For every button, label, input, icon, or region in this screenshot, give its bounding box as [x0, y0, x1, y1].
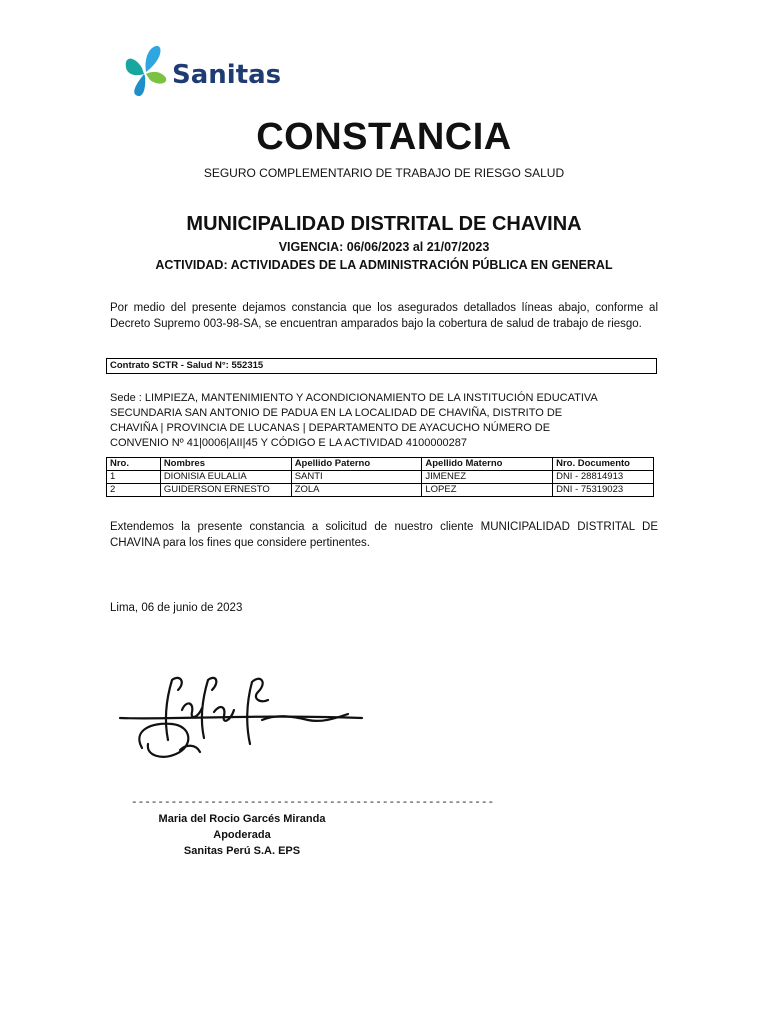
document-subtitle: SEGURO COMPLEMENTARIO DE TRABAJO DE RIESGO SALUD	[203, 166, 565, 180]
header-nro: Nro.	[107, 458, 161, 471]
butterfly-icon	[122, 44, 172, 100]
cell-nro: 2	[107, 484, 161, 497]
sede-paragraph: Sede : LIMPIEZA, MANTENIMIENTO Y ACONDICIONAMIENTO DE LA INSTITUCIÓN EDUCATIVA SECUNDARIA SAN ANTONIO DE PADUA EN LA LOCALIDAD DE CHAVIÑA, DISTRITO DE CHAVIÑA | PROVINCIA DE LUCANAS | DEPARTAMENTO DE AYACUCHO NÚMERO DE CONVENIO Nº 41|0006|AII|45 Y CÓDIGO E LA ACTIVIDAD 4100000287	[110, 392, 598, 449]
cell-apellido-paterno: ZOLA	[291, 484, 422, 497]
table-row	[107, 484, 654, 497]
actividad: ACTIVIDAD: ACTIVIDADES DE LA ADMINISTRACIÓN PÚBLICA EN GENERAL	[155, 258, 613, 272]
handwritten-signature	[112, 660, 374, 784]
sanitas-logo	[122, 44, 292, 100]
company-name: MUNICIPALIDAD DISTRITAL DE CHAVINA	[186, 213, 582, 235]
closing-paragraph: Extendemos la presente constancia a solicitud de nuestro cliente MUNICIPALIDAD DISTRITAL DE CHAVINA para los fines que considere pertinentes.	[110, 521, 658, 549]
signer-role: Apoderada	[213, 829, 271, 841]
cell-nombres: DIONISIA EULALIA	[160, 471, 291, 484]
brand-name: Sanitas	[172, 60, 282, 90]
cell-documento: DNI - 75319023	[553, 484, 654, 497]
table-header-row	[107, 458, 654, 471]
vigencia: VIGENCIA: 06/06/2023 al 21/07/2023	[278, 240, 490, 254]
cell-apellido-materno: LOPEZ	[422, 484, 553, 497]
header-apellido-materno: Apellido Materno	[422, 458, 553, 471]
signer-name: Maria del Rocio Garcés Miranda	[158, 813, 326, 825]
signature-line: -------------------------------------------------------	[131, 797, 495, 809]
intro-paragraph: Por medio del presente dejamos constancia que los asegurados detallados líneas abajo, conforme al Decreto Supremo 003-98-SA, se encuentran amparados bajo la cobertura de salud de trabajo de riesgo.	[110, 302, 658, 330]
header-apellido-paterno: Apellido Paterno	[291, 458, 422, 471]
cell-nro: 1	[107, 471, 161, 484]
table-row	[107, 471, 654, 484]
header-documento: Nro. Documento	[553, 458, 654, 471]
cell-apellido-materno: JIMENEZ	[422, 471, 553, 484]
header-nombres: Nombres	[160, 458, 291, 471]
document-title: CONSTANCIA	[256, 116, 512, 158]
insured-table	[106, 457, 654, 497]
cell-nombres: GUIDERSON ERNESTO	[160, 484, 291, 497]
contract-number: Contrato SCTR - Salud N°: 552315	[106, 358, 657, 374]
issue-date: Lima, 06 de junio de 2023	[110, 602, 243, 614]
cell-apellido-paterno: SANTI	[291, 471, 422, 484]
cell-documento: DNI - 28814913	[553, 471, 654, 484]
signer-company: Sanitas Perú S.A. EPS	[183, 845, 301, 857]
